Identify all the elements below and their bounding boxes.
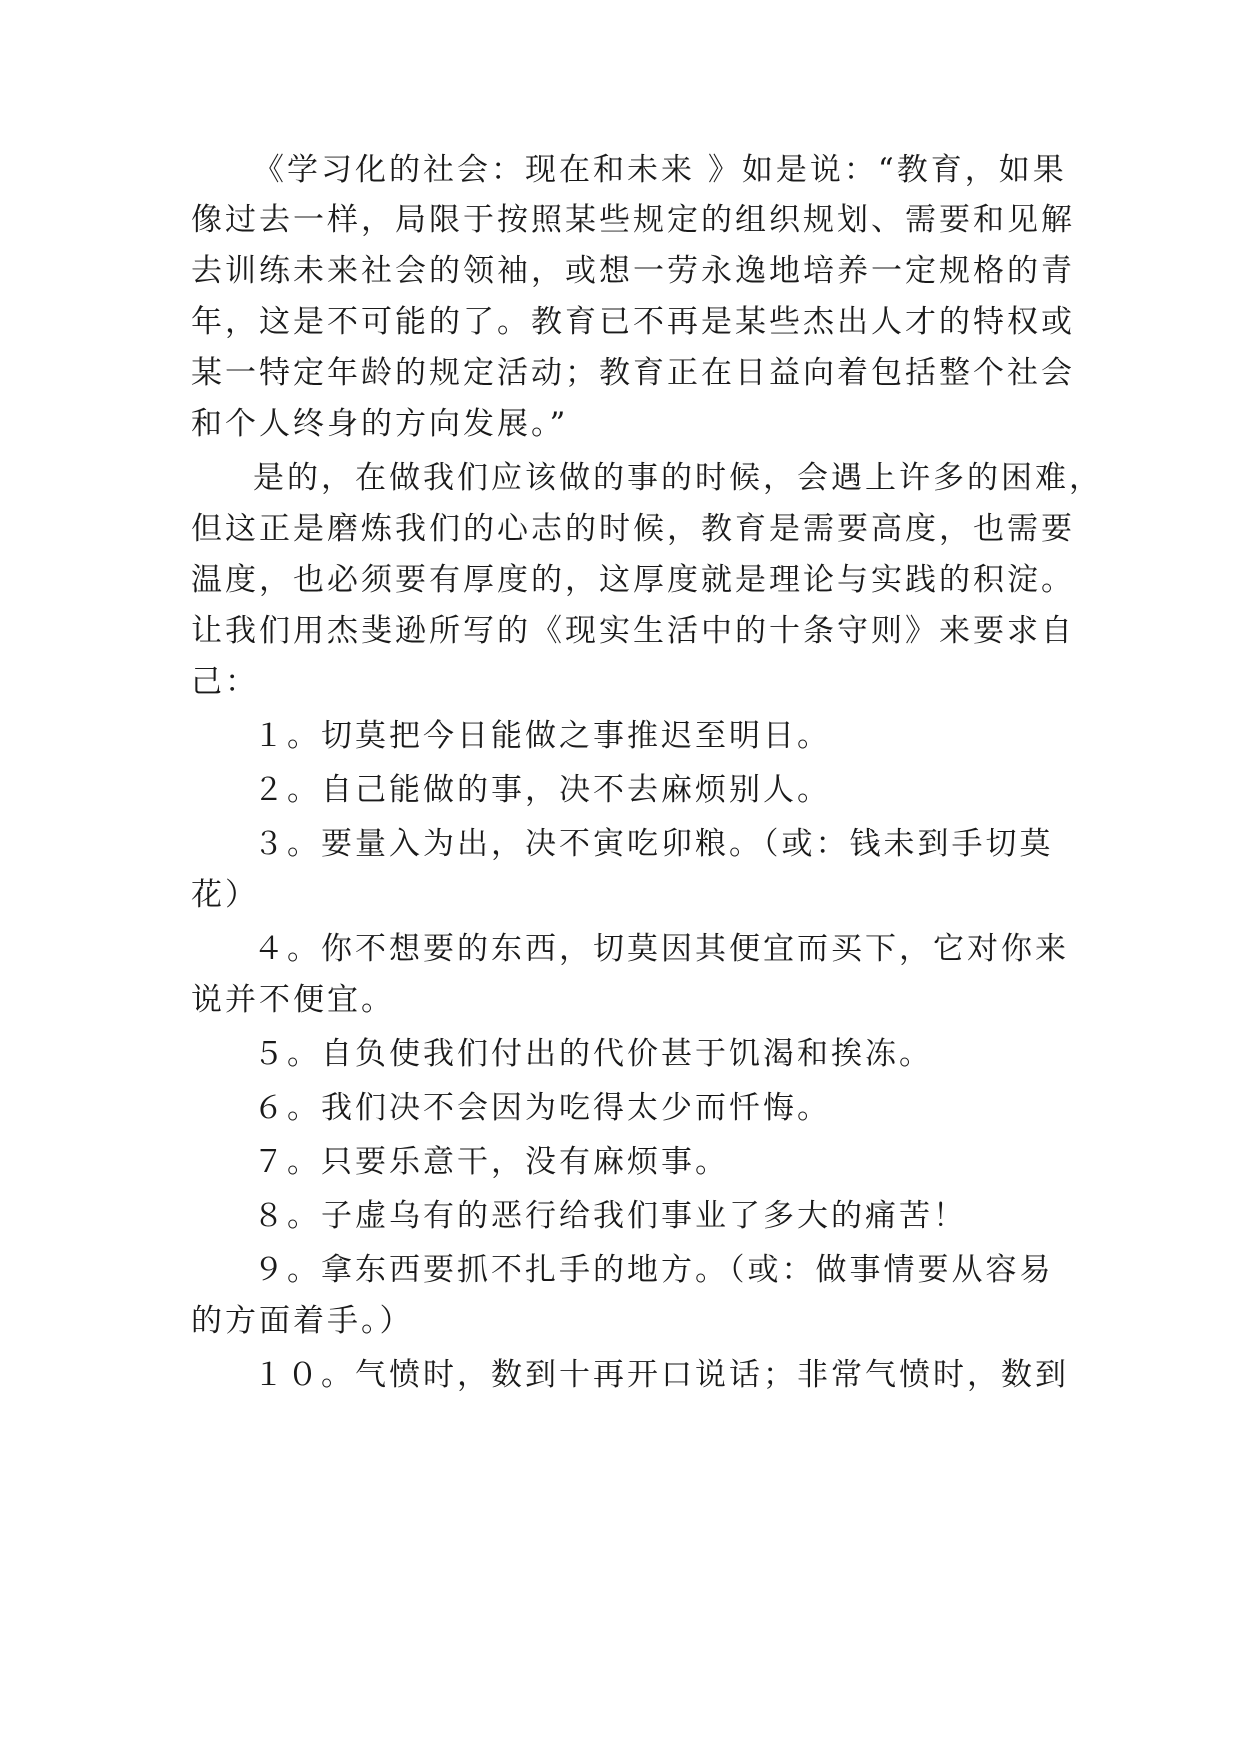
list-item: １０。气愤时，数到十再开口说话；非常气愤时，数到 xyxy=(253,1357,1069,1393)
text-line: 和个人终身的方向发展。” xyxy=(191,406,569,442)
list-item: １。切莫把今日能做之事推迟至明日。 xyxy=(253,718,831,754)
text-line: 像过去一样，局限于按照某些规定的组织规划、需要和见解 xyxy=(191,202,1075,238)
list-item: ５。自负使我们付出的代价甚于饥渴和挨冻。 xyxy=(253,1036,933,1072)
text-line: 让我们用杰斐逊所写的《现实生活中的十条守则》来要求自 xyxy=(191,613,1075,649)
list-item: ３。要量入为出，决不寅吃卯粮。（或：钱未到手切莫 xyxy=(253,826,1054,862)
text-line: 是的，在做我们应该做的事的时候，会遇上许多的困难， xyxy=(253,460,1103,496)
list-item: ６。我们决不会因为吃得太少而忏悔。 xyxy=(253,1090,831,1126)
text-line: 年，这是不可能的了。教育已不再是某些杰出人才的特权或 xyxy=(191,304,1075,340)
text-line: 《学习化的社会：现在和未来 》如是说：“教育，如果 xyxy=(253,152,1067,188)
text-line: 己： xyxy=(191,664,259,700)
text-line: 说并不便宜。 xyxy=(191,982,395,1018)
list-item: ８。子虚乌有的恶行给我们事业了多大的痛苦！ xyxy=(253,1198,967,1234)
list-item: ９。拿东西要抓不扎手的地方。（或：做事情要从容易 xyxy=(253,1252,1054,1288)
list-item: ４。你不想要的东西，切莫因其便宜而买下，它对你来 xyxy=(253,931,1069,967)
text-line: 温度，也必须要有厚度的，这厚度就是理论与实践的积淀。 xyxy=(191,562,1075,598)
text-line: 去训练未来社会的领袖，或想一劳永逸地培养一定规格的青 xyxy=(191,253,1075,289)
text-line: 的方面着手。） xyxy=(191,1303,414,1339)
text-line: 但这正是磨炼我们的心志的时候，教育是需要高度，也需要 xyxy=(191,511,1075,547)
list-item: ７。只要乐意干，没有麻烦事。 xyxy=(253,1144,729,1180)
text-line: 某一特定年龄的规定活动；教育正在日益向着包括整个社会 xyxy=(191,355,1075,391)
list-item: ２。自己能做的事，决不去麻烦别人。 xyxy=(253,772,831,808)
text-line: 花） xyxy=(191,877,259,913)
